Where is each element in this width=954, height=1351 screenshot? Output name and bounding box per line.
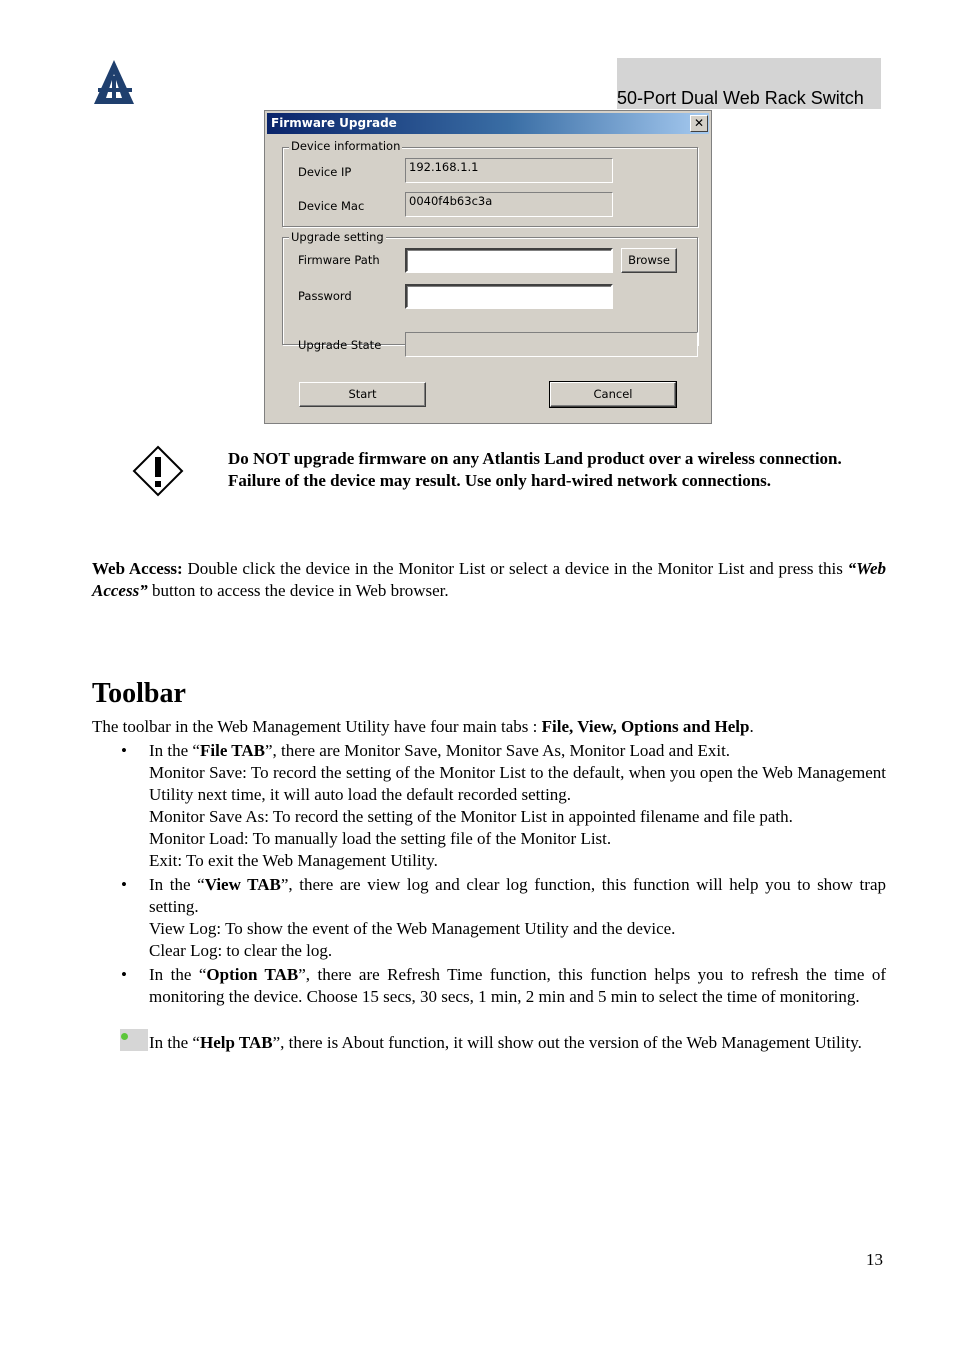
atlantis-logo-icon <box>92 58 136 106</box>
bullet-icon: • <box>121 875 127 894</box>
item-post: ”, there are view log and clear log function, this function will help you to show trap setting. <box>149 875 886 916</box>
list-item <box>149 740 886 872</box>
item-post: ”, there is About function, it will show out the version of the Web Management Utility. <box>272 1033 862 1052</box>
start-button[interactable]: Start <box>299 382 426 407</box>
device-mac-field: 0040f4b63c3a <box>405 192 613 217</box>
item-pre: In the “ <box>149 875 205 894</box>
header-title: 50-Port Dual Web Rack Switch <box>617 88 864 108</box>
item-tab: View TAB <box>204 875 281 894</box>
upgrade-state-field <box>405 332 698 357</box>
dialog-titlebar <box>267 113 709 134</box>
cancel-button[interactable]: Cancel <box>550 382 676 407</box>
toolbar-intro <box>92 716 886 738</box>
firmware-upgrade-dialog <box>264 110 712 424</box>
web-access-text-2: button to access the device in Web browser. <box>147 581 449 600</box>
web-access-label: Web Access: <box>92 559 183 578</box>
item-pre: In the “ <box>149 1033 200 1052</box>
web-access-text-1: Double click the device in the Monitor List or select a device in the Monitor List and press this <box>182 559 848 578</box>
device-ip-label: Device IP <box>298 165 352 179</box>
item-post: ”, there are Monitor Save, Monitor Save As, Monitor Load and Exit. <box>265 741 731 760</box>
device-info-legend: Device information <box>291 139 401 153</box>
upgrade-setting-legend: Upgrade setting <box>291 230 384 244</box>
list-item <box>149 1032 886 1054</box>
toolbar-intro-end: . <box>749 717 754 736</box>
firmware-path-input[interactable] <box>405 248 613 273</box>
password-label: Password <box>298 289 352 303</box>
item-detail: Exit: To exit the Web Management Utility. <box>149 851 438 870</box>
item-detail: Monitor Load: To manually load the setting file of the Monitor List. <box>149 829 612 848</box>
item-detail: Clear Log: to clear the log. <box>149 941 333 960</box>
close-icon: ✕ <box>693 116 705 130</box>
device-ip-field: 192.168.1.1 <box>405 158 613 183</box>
item-detail: Monitor Save As: To record the setting of the Monitor List in appointed filename and file path. <box>149 807 793 826</box>
warning-line-1: Do NOT upgrade firmware on any Atlantis Land product over a wireless connection. <box>228 449 842 468</box>
item-post: ”, there are Refresh Time function, this function helps you to refresh the time of monitoring the device. Choose 15 secs, 30 secs, 1 min, 2 min and 5 min to select the time of monitoring. <box>149 965 887 1006</box>
bullet-icon: • <box>121 741 127 760</box>
bullet-icon <box>121 1033 128 1040</box>
bullet-icon: • <box>121 965 127 984</box>
item-detail: Monitor Save: To record the setting of the Monitor List to the default, when you open the Web Management Utility next time, it will auto load the default recorded setting. <box>149 763 886 804</box>
upgrade-state-label: Upgrade State <box>298 338 382 352</box>
warning-line-2: Failure of the device may result. Use only hard-wired network connections. <box>228 471 772 490</box>
item-pre: In the “ <box>149 965 207 984</box>
dialog-title: Firmware Upgrade <box>271 116 397 130</box>
device-mac-label: Device Mac <box>298 199 365 213</box>
warning-icon <box>132 445 184 497</box>
list-item <box>149 964 886 1008</box>
browse-button[interactable]: Browse <box>621 248 677 273</box>
toolbar-intro-text: The toolbar in the Web Management Utility have four main tabs : <box>92 717 542 736</box>
warning-text <box>228 448 866 492</box>
item-pre: In the “ <box>149 741 200 760</box>
toolbar-intro-bold: File, View, Options and Help <box>541 717 750 736</box>
firmware-path-label: Firmware Path <box>298 253 380 267</box>
item-tab: File TAB <box>199 741 265 760</box>
item-tab: Help TAB <box>199 1033 273 1052</box>
item-tab: Option TAB <box>206 965 299 984</box>
list-item <box>149 874 886 962</box>
close-button[interactable] <box>690 115 708 132</box>
page-number: 13 <box>866 1250 883 1269</box>
toolbar-heading: Toolbar <box>92 678 186 709</box>
item-detail: View Log: To show the event of the Web Management Utility and the device. <box>149 919 676 938</box>
password-input[interactable] <box>405 284 613 309</box>
web-access-quote: “Web Access” <box>92 559 887 600</box>
web-access-paragraph <box>92 558 886 602</box>
